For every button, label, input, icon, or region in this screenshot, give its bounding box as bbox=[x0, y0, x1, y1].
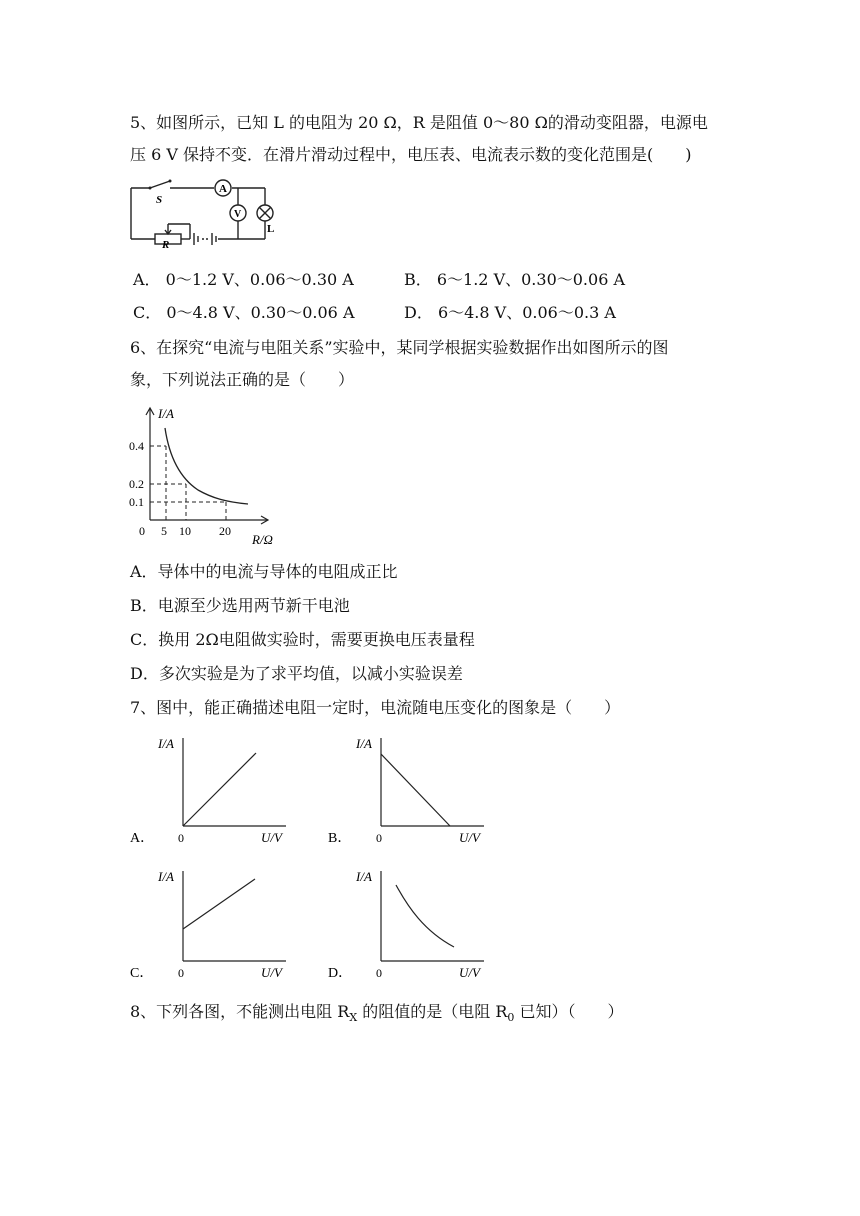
q8-stem-part-c: 已知）（ ） bbox=[514, 1002, 624, 1021]
q6-line-1: 6、在探究“电流与电阻关系”实验中，某同学根据实验数据作出如图所示的图 bbox=[130, 338, 669, 357]
q7-graph-d bbox=[326, 863, 496, 983]
x-tick-label: 10 bbox=[179, 524, 191, 538]
option-text: 6～1.2 V、0.30～0.06 A bbox=[436, 270, 626, 289]
q5-circuit-diagram bbox=[128, 178, 288, 248]
y-axis-label: I/A bbox=[158, 869, 174, 884]
origin-label: 0 bbox=[139, 524, 145, 538]
option-text: 6～4.8 V、0.06～0.3 A bbox=[437, 303, 616, 322]
q8-stem-part-b: 的阻值的是（电阻 R bbox=[357, 1002, 508, 1021]
origin-label: 0 bbox=[376, 966, 382, 980]
x-axis-label: U/V bbox=[459, 830, 480, 845]
x-tick-label: 5 bbox=[161, 524, 167, 538]
option-letter: D． bbox=[328, 966, 353, 981]
lamp-label: L bbox=[267, 223, 275, 235]
q7-graph-b bbox=[326, 730, 496, 850]
rheostat-label: R bbox=[162, 239, 170, 248]
origin-label: 0 bbox=[178, 966, 184, 980]
q5-option-b bbox=[404, 269, 625, 291]
ammeter-label: A bbox=[219, 183, 227, 195]
y-tick-label: 0.1 bbox=[129, 495, 144, 509]
q6-option-b: B．电源至少选用两节新干电池 bbox=[130, 596, 350, 615]
x-axis-label: U/V bbox=[261, 965, 282, 980]
q8-stem bbox=[130, 1001, 624, 1029]
q8-stem-part-a: 8、下列各图，不能测出电阻 R bbox=[130, 1002, 350, 1021]
option-letter: B． bbox=[328, 831, 352, 846]
q6-graph bbox=[128, 402, 288, 548]
option-letter: C． bbox=[133, 303, 162, 322]
option-letter: D． bbox=[404, 303, 433, 322]
subscript-0: 0 bbox=[507, 1011, 515, 1025]
x-axis-label: U/V bbox=[459, 965, 480, 980]
y-tick-label: 0.4 bbox=[129, 439, 144, 453]
q6-option-c: C．换用 2Ω电阻做实验时，需要更换电压表量程 bbox=[130, 630, 475, 649]
subscript-x: X bbox=[349, 1011, 358, 1025]
origin-label: 0 bbox=[376, 831, 382, 845]
q7-graph-c bbox=[128, 863, 298, 983]
voltmeter-label: V bbox=[234, 209, 242, 220]
q7-stem: 7、图中，能正确描述电阻一定时，电流随电压变化的图象是（ ） bbox=[130, 698, 621, 717]
q5-line-2: 压 6 V 保持不变．在滑片滑动过程中，电压表、电流表示数的变化范围是( ) bbox=[130, 145, 692, 164]
option-letter: B． bbox=[404, 270, 432, 289]
q7-graph-a bbox=[128, 730, 298, 850]
option-letter: A． bbox=[133, 270, 161, 289]
y-tick-label: 0.2 bbox=[129, 477, 144, 491]
option-text: 0～1.2 V、0.06～0.30 A bbox=[165, 270, 354, 289]
q6-option-a: A．导体中的电流与导体的电阻成正比 bbox=[130, 562, 398, 581]
y-axis-label: I/A bbox=[356, 869, 372, 884]
x-tick-label: 20 bbox=[219, 524, 231, 538]
x-axis-label: R/Ω bbox=[252, 532, 273, 547]
switch-label: S bbox=[156, 194, 163, 206]
y-axis-label bbox=[157, 406, 174, 421]
y-axis-label: I/A bbox=[158, 736, 174, 751]
q6-option-d: D．多次实验是为了求平均值，以减小实验误差 bbox=[130, 664, 463, 683]
q5-line-1: 5、如图所示，已知 L 的电阻为 20 Ω，R 是阻值 0～80 Ω的滑动变阻器，电源电 bbox=[130, 113, 708, 132]
x-axis-label: U/V bbox=[261, 830, 282, 845]
q6-line-2: 象，下列说法正确的是（ ） bbox=[130, 370, 355, 389]
q5-option-d bbox=[404, 302, 616, 324]
option-text: 0～4.8 V、0.30～0.06 A bbox=[166, 303, 355, 322]
option-letter: A． bbox=[130, 831, 155, 846]
option-letter: C． bbox=[130, 966, 154, 981]
q5-option-a bbox=[133, 269, 354, 291]
y-axis-label: I/A bbox=[356, 736, 372, 751]
y-axis-label-text: I/A bbox=[158, 406, 174, 421]
origin-label: 0 bbox=[178, 831, 184, 845]
q5-option-c bbox=[133, 302, 355, 324]
